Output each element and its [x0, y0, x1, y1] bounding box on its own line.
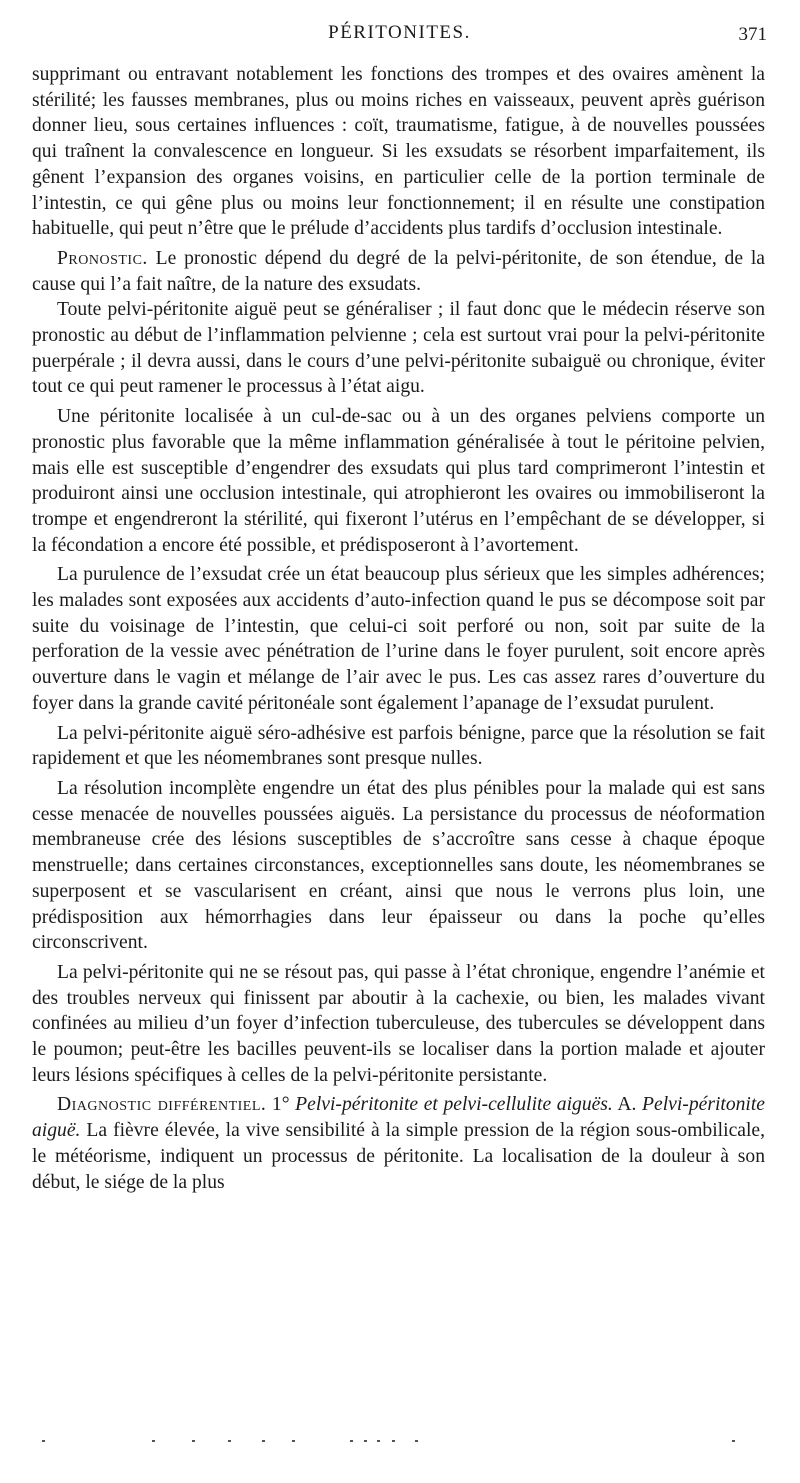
paragraph-8: [32, 960, 765, 1089]
paragraph-text: La résolution incomplète engendre un état des plus pénibles pour la malade qui est sans cesse menacée de nouvelles poussées aiguës. La persistance du processus de néoformation membraneuse crée des lésions susceptibles de s’accroître sans cesse à chaque époque menstruelle; dans certaines circonstances, exceptionnelles sans doute, les néomembranes se superposent et se vascularisent en créant, ainsi que nous le verrons plus loin, une prédisposition aux hémorrhagies dans leur épaisseur ou dans la poche qu’elles circonscrivent.: [32, 777, 765, 954]
footer-scan-marks: [32, 1436, 767, 1448]
running-header: [32, 22, 767, 52]
paragraph-6: [32, 721, 765, 772]
paragraph-5: [32, 562, 765, 716]
subsection-heading: Pelvi-péritonite aiguë.: [32, 1094, 766, 1142]
subsection-letter: A.: [617, 1094, 637, 1116]
paragraph-diagnostic: [32, 1092, 765, 1195]
paragraph-text: La pelvi-péritonite aiguë séro-adhésive est parfois bénigne, parce que la résolution se fait rapidement et que les néomembranes sont presque nulles.: [32, 722, 765, 770]
paragraph-7: [32, 776, 765, 956]
paragraph-text: La pelvi-péritonite qui ne se résout pas, qui passe à l’état chronique, engendre l’anémie et des troubles nerveux qui finissent par aboutir à la cachexie, ou bien, les malades vivant confinées au milieu d’un foyer d’infection tuberculeuse, des tubercules se développent dans le poumon; peut-être les bacilles peuvent-ils se localiser dans la portion malade et ajouter leurs lésions spécifiques à celles de la pelvi-péritonite persistante.: [32, 961, 765, 1086]
paragraph-4: [32, 404, 765, 558]
paragraph-text: Le pronostic dépend du degré de la pelvi-péritonite, de son étendue, de la cause qui l’a fait naître, de la nature des exsudats.: [32, 247, 765, 295]
section-lead-pronostic: Pronostic.: [57, 247, 148, 269]
paragraph-1: [32, 62, 765, 242]
paragraph-3: [32, 297, 765, 400]
page-body: [32, 62, 765, 1195]
paragraph-text: Une péritonite localisée à un cul-de-sac ou à un des organes pelviens comporte un pronostic plus favorable que la même inflammation généralisée à tout le péritoine pelvien, mais elle est susceptible d’engendrer des exsudats qui plus tard comprimeront l’intestin et produiront ainsi une occlusion intestinale, qui atrophieront les ovaires ou immobiliseront la trompe et engendreront la stérilité, qui fixeront l’utérus en l’empêchant de se développer, si la fécondation a encore été possible, et prédisposeront à l’avortement.: [32, 406, 765, 556]
section-lead-diagnostic: Diagnostic différentiel.: [57, 1094, 267, 1116]
diagnostic-heading: Pelvi-péritonite et pelvi-cellulite aiguës.: [295, 1094, 613, 1116]
paragraph-text: Toute pelvi-péritonite aiguë peut se généraliser ; il faut donc que le médecin réserve son pronostic au début de l’inflammation pelvienne ; cela est surtout vrai pour la pelvi-péritonite puerpérale ; il devra aussi, dans le cours d’une pelvi-péritonite subaiguë ou chronique, éviter tout ce qui peut ramener le processus à l’état aigu.: [32, 299, 765, 398]
section-number: 1°: [271, 1094, 290, 1116]
paragraph-pronostic: [32, 246, 765, 297]
running-title: PÉRITONITES.: [328, 22, 471, 43]
page-number: 371: [738, 24, 767, 45]
paragraph-text: La purulence de l’exsudat crée un état beaucoup plus sérieux que les simples adhérences; les malades sont exposées aux accidents d’auto-infection quand le pus se décompose soit par suite du voisinage de l’intestin, que celui-ci soit perforé ou non, soit par suite de la perforation de la vessie avec pénétration de l’urine dans le foyer purulent, soit encore après ouverture dans le vagin et mélange de l’air avec le pus. Les cas assez rares d’ouverture du foyer dans la grande cavité péritonéale sont également l’apanage de l’exsudat purulent.: [32, 564, 765, 714]
paragraph-text: supprimant ou entravant notablement les fonctions des trompes et des ovaires amènent la stérilité; les fausses membranes, plus ou moins riches en vaisseaux, peuvent après guérison donner lieu, sous certaines influences : coït, traumatisme, fatigue, à de nouvelles poussées qui traînent la convalescence en longueur. Si les exsudats se résorbent imparfaitement, ils gênent l’expansion des organes voisins, en particulier celle de la portion terminale de l’intestin, ce qui gêne plus ou moins leur fonctionnement; il en résulte une constipation habituelle, qui peut n’être que le prélude d’accidents plus tardifs d’occlusion intestinale.: [32, 64, 765, 240]
paragraph-text: La fièvre élevée, la vive sensibilité à la simple pression de la région sous-ombilicale, le météorisme, indiquent un processus de péritonite. La localisation de la douleur à son début, le siége de la plus: [32, 1120, 765, 1193]
